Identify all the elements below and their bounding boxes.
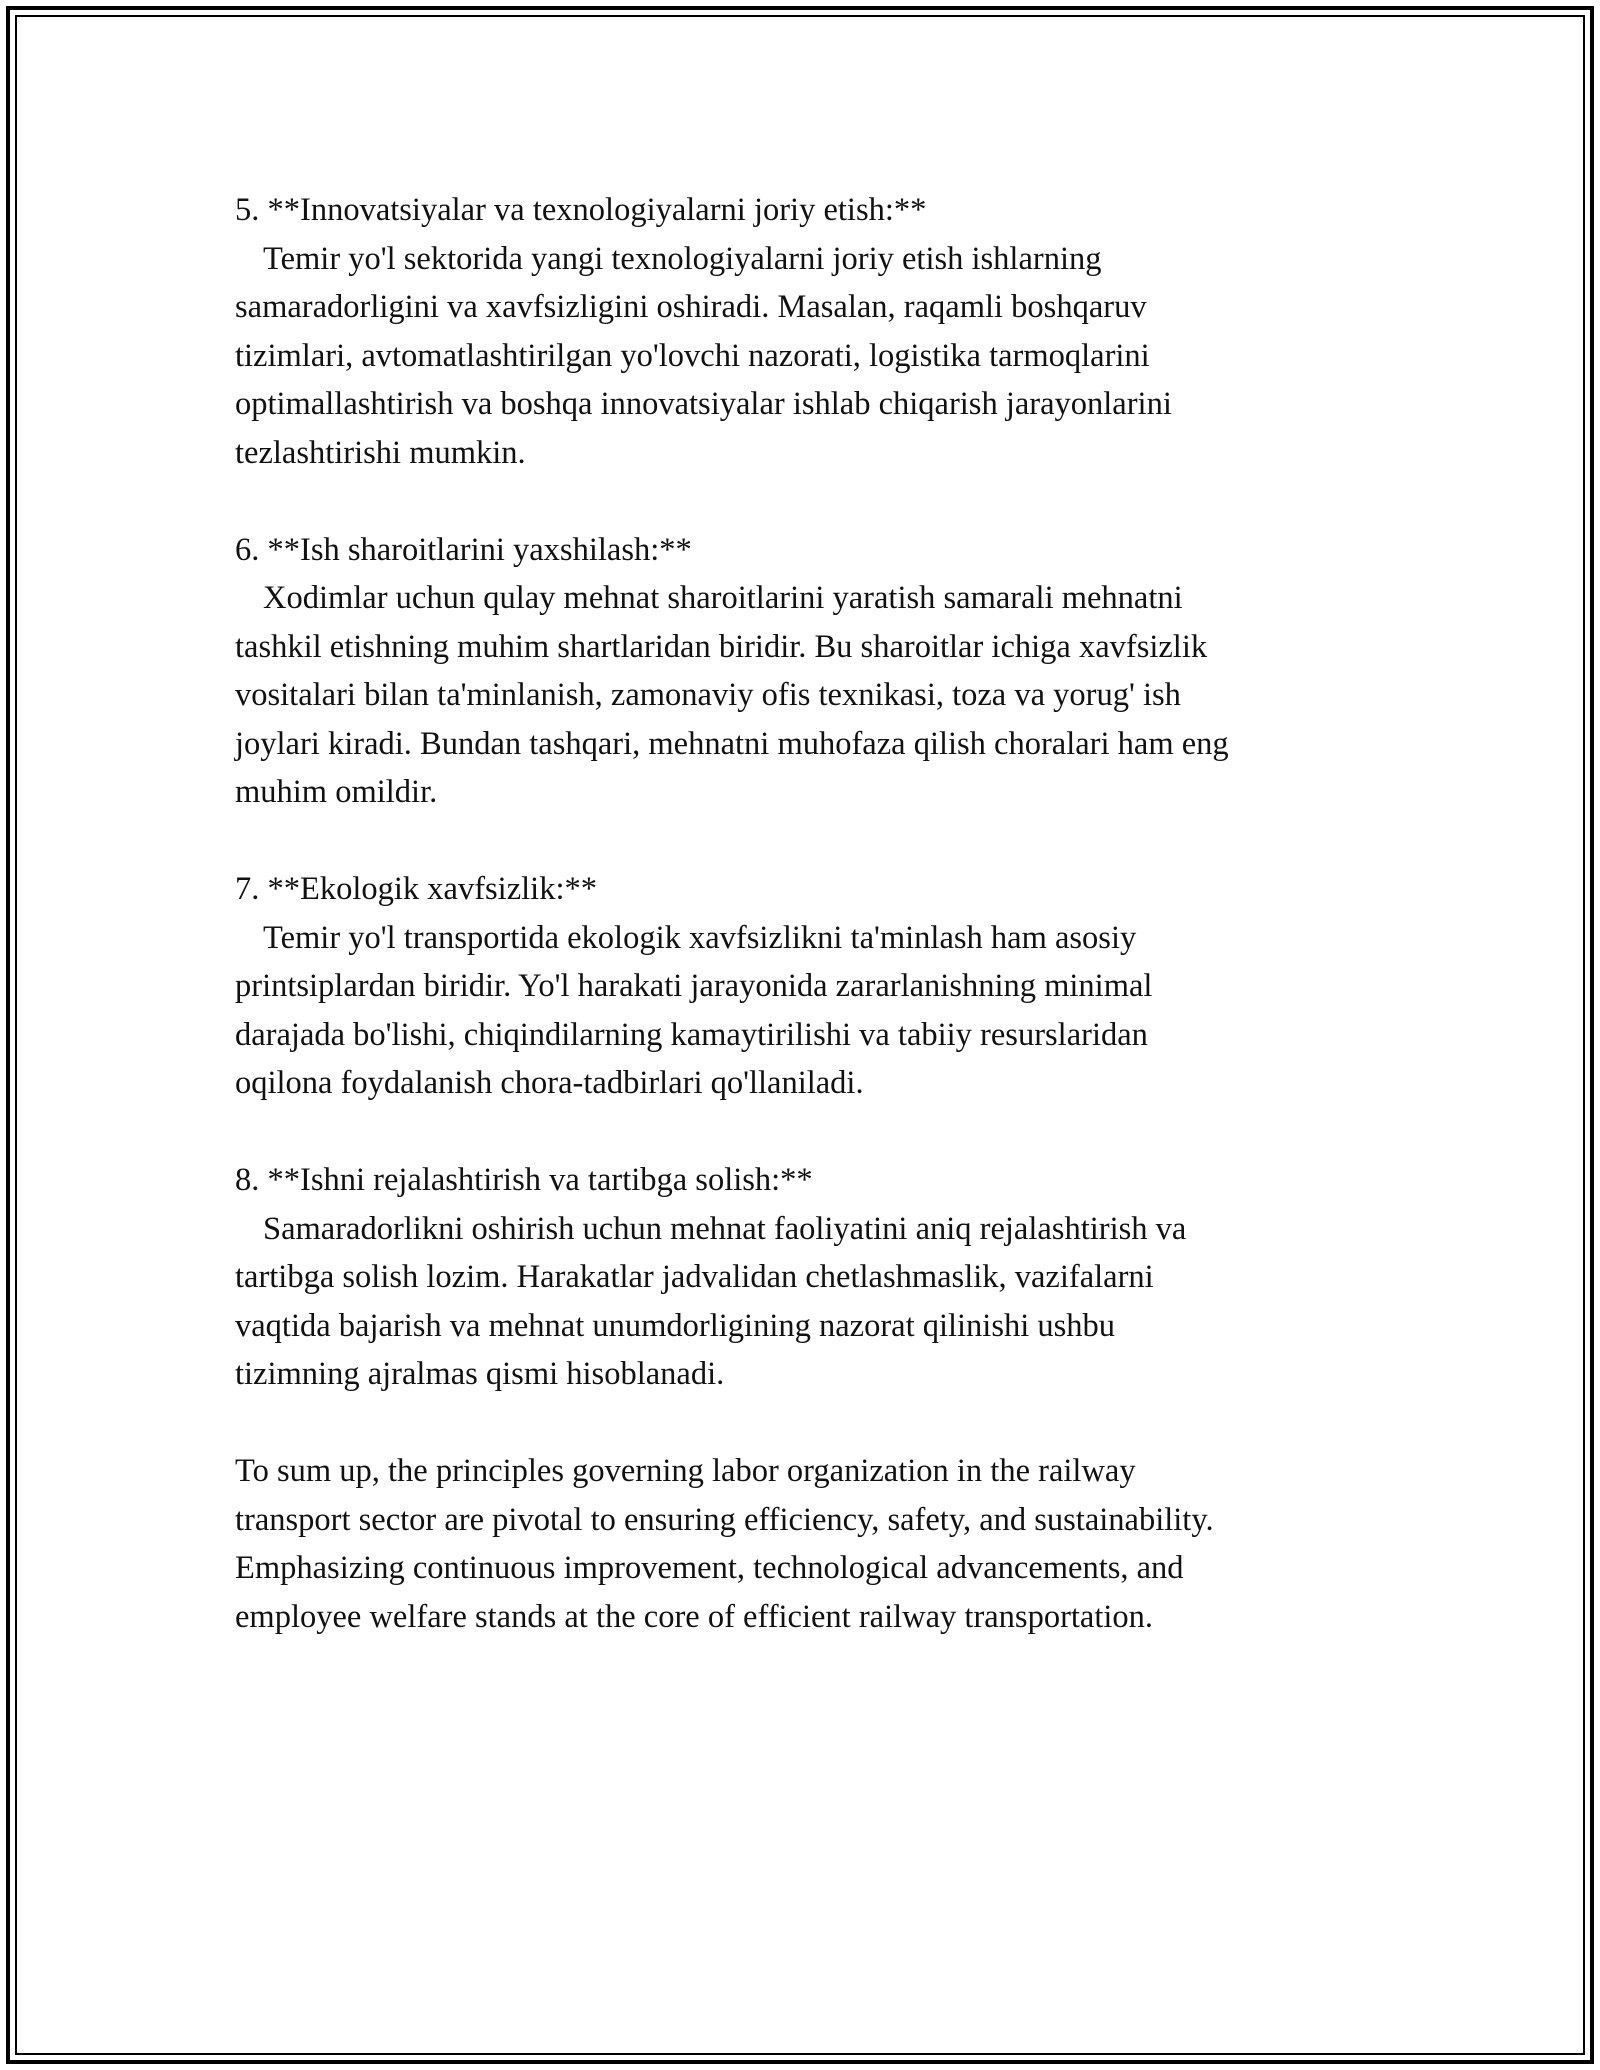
section-paragraph: Xodimlar uchun qulay mehnat sharoitlarini yaratish samarali mehnatni tashkil etishning muhim shartlaridan biridir. Bu sharoitlar ichiga xavfsizlik vositalari bilan ta'minlanish, zamonaviy ofis texnikasi, toza va yorug' ish joylari kiradi. Bundan tashqari, mehnatni muhofaza qilish choralari ham eng muhim omildir. <box>235 580 1229 810</box>
section-heading: 5. **Innovatsiyalar va texnologiyalarni joriy etish:** <box>235 192 927 228</box>
section-heading: 8. **Ishni rejalashtirish va tartibga solish:** <box>235 1162 813 1198</box>
section-working-conditions <box>235 526 1375 817</box>
section-paragraph: Samaradorlikni oshirish uchun mehnat faoliyatini aniq rejalashtirish va tartibga solish lozim. Harakatlar jadvalidan chetlashmaslik, vazifalarni vaqtida bajarish va mehnat unumdorligining nazorat qilinishi ushbu tizimning ajralmas qismi hisoblanadi. <box>235 1210 1187 1392</box>
conclusion-paragraph: To sum up, the principles governing labor organization in the railway transport sector are pivotal to ensuring efficiency, safety, and sustainability. Emphasizing continuous improvement, technological advancements, and employee welfare stands at the core of efficient railway transportation. <box>235 1453 1214 1635</box>
document-body <box>235 186 1375 1641</box>
section-heading: 7. **Ekologik xavfsizlik:** <box>235 871 597 907</box>
section-paragraph: Temir yo'l transportida ekologik xavfsizlikni ta'minlash ham asosiy printsiplardan biridir. Yo'l harakati jarayonida zararlanishning minimal darajada bo'lishi, chiqindilarning kamaytirilishi va tabiiy resurslaridan oqilona foydalanish chora-tadbirlari qo'llaniladi. <box>235 919 1153 1101</box>
section-planning <box>235 1156 1375 1399</box>
section-ecological-safety <box>235 865 1375 1108</box>
section-paragraph: Temir yo'l sektorida yangi texnologiyalarni joriy etish ishlarning samaradorligini va xavfsizligini oshiradi. Masalan, raqamli boshqaruv tizimlari, avtomatlashtirilgan yo'lovchi nazorati, logistika tarmoqlarini optimallashtirish va boshqa innovatsiyalar ishlab chiqarish jarayonlarini tezlashtirishi mumkin. <box>235 240 1172 471</box>
section-heading: 6. **Ish sharoitlarini yaxshilash:** <box>235 531 692 568</box>
section-innovations <box>235 186 1375 477</box>
